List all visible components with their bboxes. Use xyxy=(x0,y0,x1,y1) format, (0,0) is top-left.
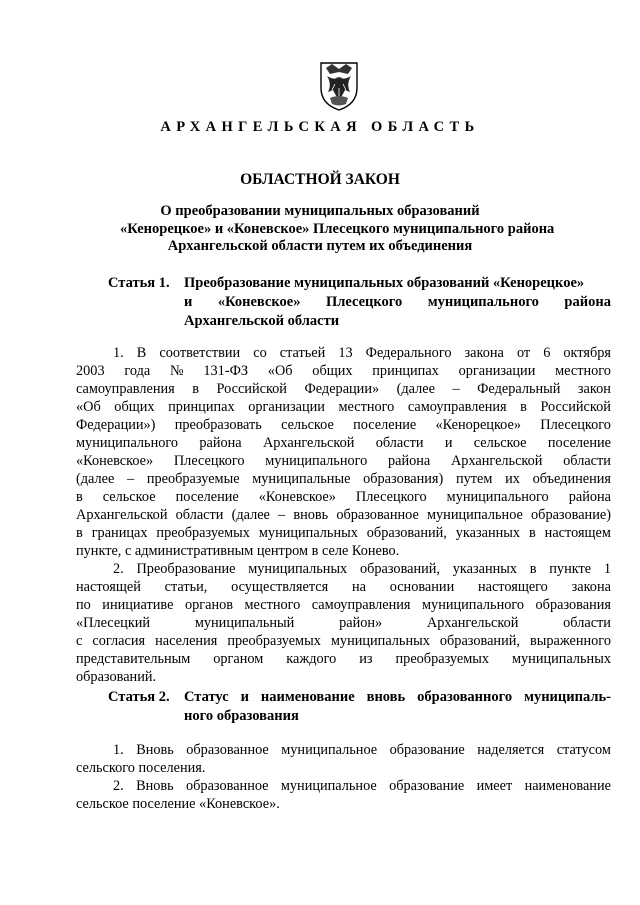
word: каждого xyxy=(286,651,337,667)
word: 2. xyxy=(113,561,124,577)
word: – xyxy=(127,471,135,487)
word: в xyxy=(520,399,527,415)
word: основании xyxy=(389,579,455,595)
word: района xyxy=(387,453,431,469)
word: из xyxy=(359,651,373,667)
paragraph-line xyxy=(76,488,611,506)
word: имеет xyxy=(476,778,513,794)
word: в xyxy=(192,381,199,397)
word: статьи, xyxy=(164,579,208,595)
word: образование xyxy=(389,778,465,794)
word: осуществляется xyxy=(231,579,329,595)
word: общих xyxy=(312,363,353,379)
word: органов xyxy=(184,597,233,613)
word: муниципального xyxy=(76,435,179,451)
paragraph-line xyxy=(76,524,611,542)
law-title-line: Архангельской области путем их объединения xyxy=(167,238,473,254)
word: Федерации») xyxy=(76,417,156,433)
word: района xyxy=(564,294,611,310)
word: муниципальное xyxy=(280,778,377,794)
word: в xyxy=(76,525,83,541)
arkhangelsk-coat-of-arms-icon xyxy=(318,60,360,112)
word: муниципального xyxy=(265,453,368,469)
word: на xyxy=(351,579,366,595)
word: (далее xyxy=(231,507,270,523)
word: общих xyxy=(114,399,155,415)
paragraph-line xyxy=(76,777,611,795)
word: местного xyxy=(338,399,395,415)
word: образования) xyxy=(363,471,444,487)
word: местного xyxy=(555,363,611,379)
word: представительным xyxy=(76,651,191,667)
word: образований, xyxy=(439,633,520,649)
word: населения xyxy=(155,633,218,649)
paragraph-line: образований. xyxy=(76,669,157,685)
word: «Коневское» xyxy=(258,489,336,505)
word: Преобразование xyxy=(136,561,236,577)
article-title-line xyxy=(184,293,611,312)
paragraph-line xyxy=(76,650,611,668)
word: Федеральный xyxy=(477,381,561,397)
word: района xyxy=(568,489,611,505)
word: области xyxy=(563,453,611,469)
paragraph-line xyxy=(76,416,611,434)
word: муниципальный xyxy=(194,615,295,631)
word: самоуправления xyxy=(76,381,175,397)
article-1-title xyxy=(184,274,611,331)
word: Плесецкого xyxy=(325,294,403,310)
word: закона xyxy=(464,345,504,361)
paragraph-line: сельского поселения. xyxy=(76,760,206,776)
paragraph-line xyxy=(76,506,611,524)
word: муниципальных xyxy=(511,651,611,667)
word: пункте xyxy=(549,561,592,577)
word: поселение xyxy=(353,417,417,433)
word: в xyxy=(529,561,537,577)
word: муниципального xyxy=(446,489,549,505)
paragraph-line xyxy=(76,398,611,416)
word: области xyxy=(375,435,424,451)
word: Вновь xyxy=(136,778,174,794)
word: муниципального xyxy=(427,294,539,310)
word: «Коневское» xyxy=(76,453,154,469)
word: Плесецкого xyxy=(355,489,427,505)
word: муниципальных xyxy=(330,633,430,649)
word: преобразовать xyxy=(174,417,262,433)
word: В xyxy=(136,345,147,361)
word: 131-ФЗ xyxy=(203,363,249,379)
article-title-line: Архангельской области xyxy=(184,313,340,329)
word: 2. xyxy=(113,778,124,794)
word: 1. xyxy=(113,345,124,361)
word: Российской xyxy=(216,381,287,397)
word: области xyxy=(175,507,224,523)
word: муниципального xyxy=(422,597,525,613)
word: «Об xyxy=(76,399,101,415)
word: от xyxy=(516,345,531,361)
word: образованного xyxy=(417,689,513,705)
article-2-body xyxy=(76,741,611,813)
word: муниципаль- xyxy=(524,689,611,705)
word: по xyxy=(76,597,91,613)
word: Плесецкого xyxy=(540,417,611,433)
word: области xyxy=(563,615,611,631)
word: преобразуемые xyxy=(146,471,240,487)
word: статусом xyxy=(556,742,611,758)
word: органом xyxy=(213,651,264,667)
word: Архангельской xyxy=(76,507,168,523)
article-title-line xyxy=(184,688,611,707)
word: 13 xyxy=(338,345,353,361)
word: Архангельской xyxy=(450,453,543,469)
word: согласия xyxy=(92,633,146,649)
word: со xyxy=(253,345,267,361)
paragraph-line xyxy=(76,741,611,759)
word: наименование xyxy=(260,689,355,705)
word: «Плесецкий xyxy=(76,615,151,631)
article-2-title xyxy=(184,688,611,726)
word: и xyxy=(444,435,453,451)
word: преобразуемых xyxy=(156,525,250,541)
word: преобразуемых xyxy=(227,633,321,649)
word: образованное xyxy=(186,778,269,794)
word: «Кенорецкое» xyxy=(435,417,521,433)
paragraph-line xyxy=(76,452,611,470)
article-title-line: Преобразование муниципальных образований «Кенорецкое» xyxy=(184,275,585,291)
word: года xyxy=(124,363,151,379)
paragraph-line xyxy=(76,596,611,614)
word: № xyxy=(169,363,184,379)
word: образование) xyxy=(531,507,611,523)
article-2-heading xyxy=(108,688,611,726)
word: – xyxy=(278,507,286,523)
word: наделяется xyxy=(477,742,545,758)
word: муниципальное xyxy=(281,742,378,758)
word: образований, xyxy=(366,525,447,541)
word: – xyxy=(452,381,460,397)
word: Плесецкого xyxy=(173,453,245,469)
word: муниципальных xyxy=(248,561,348,577)
article-1-heading xyxy=(108,274,611,331)
word: настоящей xyxy=(76,579,141,595)
word: образованное xyxy=(186,742,269,758)
word: и xyxy=(184,294,193,310)
word: организации xyxy=(248,399,325,415)
word: октября xyxy=(563,345,611,361)
paragraph-line xyxy=(76,560,611,578)
word: поселение xyxy=(175,489,239,505)
word: соответствии xyxy=(159,345,241,361)
paragraph-line xyxy=(76,434,611,452)
article-2-label: Статья 2. xyxy=(108,689,170,705)
word: сельское xyxy=(281,417,334,433)
word: (далее xyxy=(76,471,115,487)
word: Архангельской xyxy=(262,435,355,451)
word: путем xyxy=(455,471,493,487)
word: настоящем xyxy=(544,525,611,541)
paragraph-line xyxy=(76,632,611,650)
word: образованное xyxy=(336,507,419,523)
word: образования xyxy=(535,597,611,613)
word: статьей xyxy=(279,345,326,361)
law-title xyxy=(120,203,555,256)
word: образований, xyxy=(359,561,441,577)
word: Статус xyxy=(184,689,229,705)
word: местного xyxy=(244,597,301,613)
article-title-line: ного образования xyxy=(184,708,299,724)
word: с xyxy=(76,633,83,649)
word: наименование xyxy=(524,778,611,794)
region-heading: АРХАНГЕЛЬСКАЯ ОБЛАСТЬ xyxy=(160,119,480,135)
word: 1 xyxy=(603,561,611,577)
word: Вновь xyxy=(136,742,174,758)
word: вновь xyxy=(293,507,329,523)
word: в xyxy=(76,489,83,505)
word: закона xyxy=(571,579,611,595)
word: сельское xyxy=(102,489,156,505)
word: поселение xyxy=(547,435,611,451)
paragraph-line: пункте, с административным центром в селе Конево. xyxy=(76,543,400,559)
word: границах xyxy=(91,525,148,541)
paragraph-line xyxy=(76,380,611,398)
word: Федерального xyxy=(365,345,452,361)
paragraph-line xyxy=(76,578,611,596)
word: преобразуемых xyxy=(395,651,490,667)
word: район» xyxy=(339,615,383,631)
word: их xyxy=(505,471,520,487)
word: настоящего xyxy=(477,579,548,595)
word: муниципальные xyxy=(252,471,351,487)
word: указанных xyxy=(455,525,521,541)
word: 6 xyxy=(543,345,551,361)
law-type-heading: ОБЛАСТНОЙ ЗАКОН xyxy=(240,171,400,188)
word: объединения xyxy=(532,471,611,487)
word: принципах xyxy=(372,363,439,379)
word: организации xyxy=(458,363,536,379)
word: вновь xyxy=(366,689,406,705)
word: самоуправления xyxy=(311,597,411,613)
word: Архангельской xyxy=(426,615,519,631)
word: сельское xyxy=(473,435,527,451)
word: закон xyxy=(577,381,611,397)
word: выраженного xyxy=(529,633,611,649)
word: муниципальное xyxy=(426,507,523,523)
word: и xyxy=(240,689,249,705)
paragraph-line xyxy=(76,362,611,380)
article-1-label: Статья 1. xyxy=(108,275,170,291)
word: в xyxy=(528,525,536,541)
paragraph-line xyxy=(76,614,611,632)
word: Федерации» xyxy=(304,381,380,397)
word: самоуправления xyxy=(407,399,507,415)
word: 2003 xyxy=(76,363,105,379)
word: 1. xyxy=(113,742,124,758)
word: инициативе xyxy=(102,597,174,613)
word: муниципальных xyxy=(258,525,358,541)
law-title-line: О преобразовании муниципальных образований xyxy=(160,203,480,219)
word: Российской xyxy=(540,399,611,415)
word: «Коневское» xyxy=(217,294,301,310)
word: образование xyxy=(389,742,465,758)
law-title-line: «Кенорецкое» и «Коневское» Плесецкого муниципального района xyxy=(120,220,555,237)
word: района xyxy=(199,435,242,451)
article-1-body xyxy=(76,344,611,686)
word: «Об xyxy=(267,363,293,379)
paragraph-line xyxy=(76,470,611,488)
word: принципах xyxy=(168,399,235,415)
word: указанных xyxy=(452,561,518,577)
paragraph-line xyxy=(76,344,611,362)
paragraph-line: сельское поселение «Коневское». xyxy=(76,796,280,812)
word: (далее xyxy=(396,381,435,397)
